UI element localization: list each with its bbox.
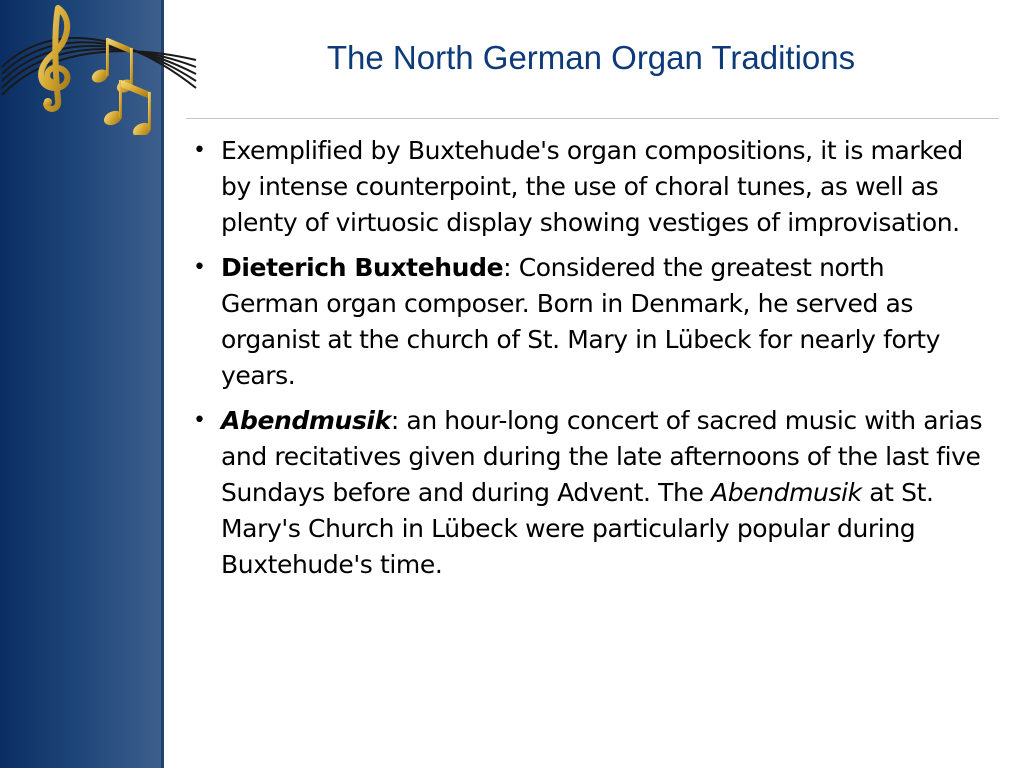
bullet-text: : Considered the greatest north German organ composer. Born in Denmark, he served as organist at the church of St. Mary in Lübeck for nearly forty years. <box>221 253 941 390</box>
bullet-term: Abendmusik <box>221 406 391 435</box>
treble-clef-music-notes-icon <box>0 0 200 135</box>
staff-lines <box>2 38 196 95</box>
bullet-text: Exemplified by Buxtehude's organ compositions, it is marked by intense counterpoint, the use of choral tunes, as well as plenty of virtuosic display showing vestiges of improvisation. <box>221 136 963 237</box>
bullet-text: at St. Mary's Church in Lübeck were particularly popular during Buxtehude's time. <box>221 478 934 579</box>
bullet-list <box>188 133 988 592</box>
slide-title: The North German Organ Traditions <box>326 39 856 76</box>
bullet-italic-term: Abendmusik <box>711 478 862 507</box>
bullet-dot: • <box>193 138 206 163</box>
bullet-text: : an hour-long concert of sacred music with arias and recitatives given during the late afternoons of the last five Sundays before and during Advent. The <box>221 406 983 507</box>
bullet-item <box>188 133 988 241</box>
bullet-term: Dieterich Buxtehude <box>221 253 504 282</box>
bullet-item <box>188 250 988 394</box>
bullet-dot: • <box>193 408 206 433</box>
bullet-dot: • <box>193 255 206 280</box>
bullet-item <box>188 403 988 583</box>
title-divider <box>186 118 999 119</box>
